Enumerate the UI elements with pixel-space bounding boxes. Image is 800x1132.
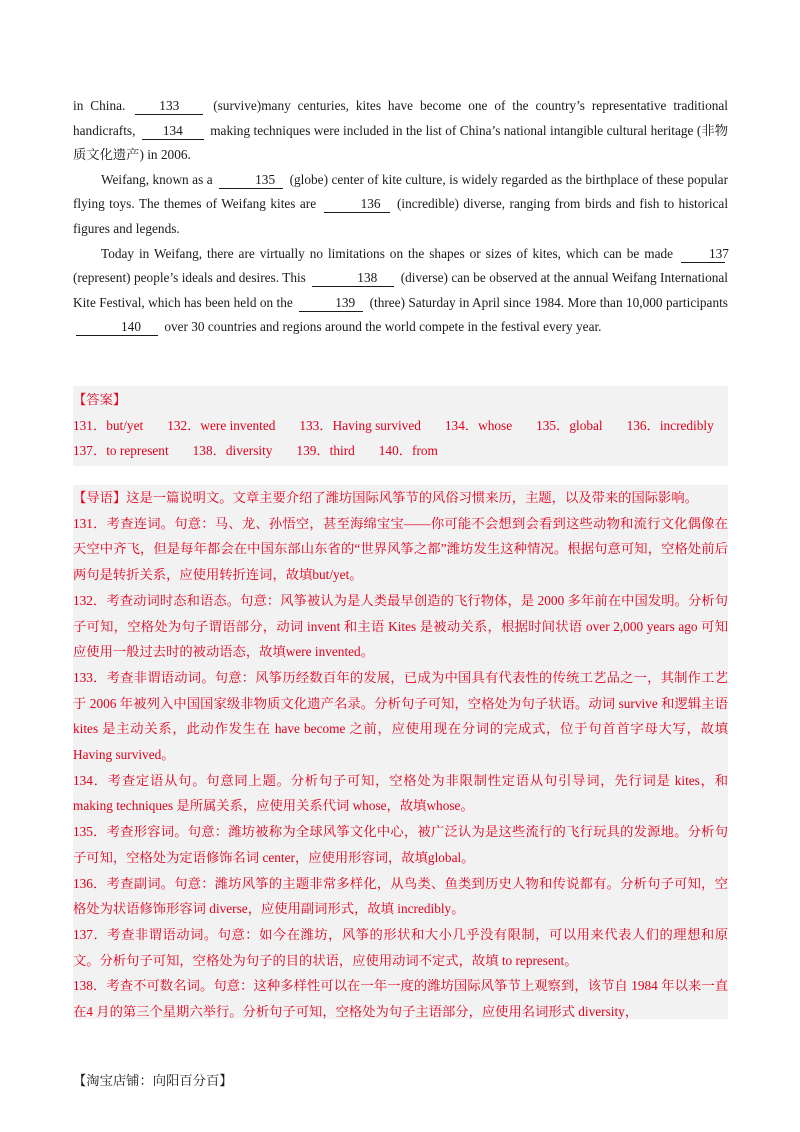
answer-item: 138．diversity [192,443,273,458]
blank-139: 139 [299,295,363,312]
answer-item: 137．to represent [73,443,169,458]
passage-text: (incredible) diverse, ranging from birds and fish to historical figures and legends. [73,196,729,236]
passage-text: (three) Saturday in April since 1984. More than 10,000 participants [369,294,728,310]
answer-heading: 【答案】 [73,392,127,407]
blank-140: 140 [76,319,158,336]
explanation-138: 138．考查不可数名词。句意：这种多样性可以在一年一度的潍坊国际风筝节上观察到，该节自 1984 年以来一直在4 月的第三个星期六举行。分析句子可知，空格处为句子主语部分，应使用名词形式 diversity， [73,978,728,1019]
explanation-131: 131．考查连词。句意：马、龙、孙悟空，甚至海绵宝宝——你可能不会想到会看到这些动物和流行文化偶像在天空中齐飞，但是每年都会在中国东部山东省的“世界风筝之都”潍坊发生这种情况。根据句意可知，空格处前后两句是转折关系，应使用转折连词，故填but/yet。 [73,515,728,583]
blank-134: 134 [142,123,204,140]
answer-list [73,413,728,463]
answer-item: 132．were invented [167,418,276,433]
answer-item: 140．from [378,443,438,458]
passage-paragraph-3 [73,242,728,340]
passage [73,94,728,340]
answer-section [73,386,728,466]
passage-paragraph-1 [73,94,728,168]
explanation-intro: 【导语】这是一篇说明文。文章主要介绍了潍坊国际风筝节的风俗习惯来历，主题，以及带来的国际影响。 [73,490,698,505]
explanation-136: 136．考查副词。句意：潍坊风筝的主题非常多样化，从鸟类、鱼类到历史人物和传说都有。分析句子可知，空格处为状语修饰形容词 diverse，应使用副词形式，故填 incredibly。 [73,875,728,917]
passage-text: (represent) people’s ideals and desires. This [73,270,306,286]
explanation-134: 134．考查定语从句。句意同上题。分析句子可知，空格处为非限制性定语从句引导词，先行词是 kites，和 making techniques 是所属关系，应使用关系代词 whose，故填whose。 [73,772,728,814]
passage-text: Weifang, known as a [101,171,213,187]
passage-text: Today in Weifang, there are virtually no limitations on the shapes or sizes of kites, which can be made [101,245,674,261]
blank-133: 133 [135,98,203,115]
passage-text: in China. [73,98,126,113]
explanation-137: 137．考查非谓语动词。句意：如今在潍坊，风筝的形状和大小几乎没有限制，可以用来代表人们的理想和原文。分析句子可知，空格处为句子的目的状语，应使用动词不定式，故填 to represent。 [73,926,728,968]
answer-item: 134．whose [444,418,513,433]
passage-paragraph-2 [73,168,728,242]
explanation-section [73,485,728,1019]
answer-item: 133．Having survived [299,418,421,433]
blank-136: 136 [324,196,390,213]
answer-item: 139．third [296,443,355,458]
passage-text: (diverse) can be observed at the annual Weifang International Kite Festival, which has been held on the [73,270,728,310]
blank-137: 137 [681,246,725,263]
answer-item: 136．incredibly [626,418,714,433]
answer-item: 135．global [536,418,603,433]
explanation-133: 133．考查非谓语动词。句意：风筝历经数百年的发展，已成为中国具有代表性的传统工艺品之一，其制作工艺于 2006 年被列入中国国家级非物质文化遗产名录。分析句子可知，空格处为句子状语。动词 survive 和逻辑主语 kites 是主动关系，此动作发生在 have become 之前，应使用现在分词的完成式，位于句首首字母大写，故填Having survived。 [73,669,728,763]
blank-138: 138 [312,270,394,287]
footer-shop-label: 【淘宝店铺：向阳百分百】 [73,1073,233,1088]
blank-135: 135 [219,172,283,189]
passage-text: (survive)many centuries, kites have become one of the country’s representative traditional handicrafts, [73,98,728,138]
answer-item: 131．but/yet [73,418,144,433]
passage-text: over 30 countries and regions around the world compete in the festival every year. [164,319,602,335]
passage-text: making techniques were included in the list of China’s national intangible cultural heritage (非物质文化遗产) in 2006. [73,122,728,163]
explanation-135: 135．考查形容词。句意：潍坊被称为全球风筝文化中心，被广泛认为是这些流行的飞行玩具的发源地。分析句子可知，空格处为定语修饰名词 center，应使用形容词，故填global。 [73,824,728,865]
explanation-132: 132．考查动词时态和语态。句意：风筝被认为是人类最早创造的飞行物体，是 2000 多年前在中国发明。分析句子可知，空格处为句子谓语部分，动词 invent 和主语 Kites 是被动关系，根据时间状语 over 2,000 years ago 可知应使用一般过去时的被动语态，故填were invented。 [73,592,728,660]
passage-text: (globe) center of kite culture, is widely regarded as the birthplace of these popular flying toys. The themes of Weifang kites are [73,171,728,212]
